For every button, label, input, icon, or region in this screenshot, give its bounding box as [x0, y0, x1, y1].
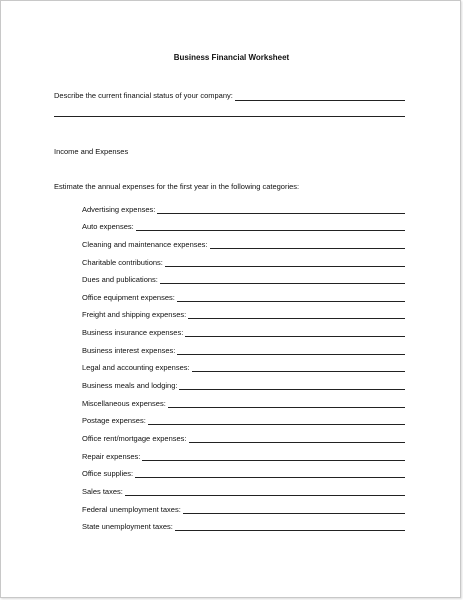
expense-row — [82, 515, 405, 533]
expense-amount-field[interactable] — [189, 434, 405, 443]
financial-status-field[interactable] — [235, 92, 405, 101]
page-title: Business Financial Worksheet — [173, 53, 290, 62]
expense-amount-field[interactable] — [136, 222, 405, 231]
expense-label: State unemployment taxes: — [82, 522, 173, 532]
estimate-instructions: Estimate the annual expenses for the first year in the following categories: — [54, 182, 300, 191]
expense-label: Postage expenses: — [82, 416, 146, 426]
expense-row — [82, 232, 405, 250]
expense-label: Business meals and lodging: — [82, 381, 178, 391]
expense-label: Office supplies: — [82, 469, 134, 479]
financial-status-label: Describe the current financial status of your company: — [54, 91, 233, 100]
expense-row — [82, 356, 405, 374]
expense-row — [82, 338, 405, 356]
expense-label: Cleaning and maintenance expenses: — [82, 239, 208, 249]
expense-amount-field[interactable] — [177, 293, 405, 302]
expense-label: Business insurance expenses: — [82, 328, 184, 338]
expense-amount-field[interactable] — [157, 205, 405, 214]
expense-row — [82, 426, 405, 444]
financial-status-extra-line[interactable] — [54, 116, 405, 117]
expense-label: Freight and shipping expenses: — [82, 310, 187, 320]
expense-row — [82, 197, 405, 215]
expense-label: Auto expenses: — [82, 222, 134, 232]
financial-status-row — [54, 91, 405, 101]
expense-label: Dues and publications: — [82, 275, 158, 285]
expense-amount-field[interactable] — [165, 258, 405, 267]
expense-row — [82, 391, 405, 409]
expense-amount-field[interactable] — [192, 363, 405, 372]
expense-row — [82, 320, 405, 338]
expense-label: Office rent/mortgage expenses: — [82, 433, 187, 443]
expense-label: Business interest expenses: — [82, 345, 176, 355]
expense-row — [82, 497, 405, 515]
section-heading: Income and Expenses — [54, 147, 129, 156]
expense-row — [82, 444, 405, 462]
expense-row — [82, 462, 405, 480]
expense-label: Sales taxes: — [82, 486, 123, 496]
expense-label: Charitable contributions: — [82, 257, 163, 267]
expense-amount-field[interactable] — [135, 469, 405, 478]
expense-list — [82, 197, 405, 532]
expense-row — [82, 303, 405, 321]
expense-amount-field[interactable] — [175, 522, 405, 531]
expense-label: Advertising expenses: — [82, 204, 156, 214]
expense-amount-field[interactable] — [210, 240, 405, 249]
expense-amount-field[interactable] — [125, 487, 405, 496]
expense-amount-field[interactable] — [148, 416, 405, 425]
expense-row — [82, 409, 405, 427]
expense-row — [82, 215, 405, 233]
expense-amount-field[interactable] — [160, 275, 405, 284]
expense-row — [82, 285, 405, 303]
expense-row — [82, 373, 405, 391]
expense-row — [82, 479, 405, 497]
expense-amount-field[interactable] — [142, 452, 405, 461]
expense-label: Office equipment expenses: — [82, 292, 175, 302]
expense-label: Federal unemployment taxes: — [82, 504, 181, 514]
expense-amount-field[interactable] — [179, 381, 405, 390]
expense-row — [82, 250, 405, 268]
expense-amount-field[interactable] — [188, 310, 405, 319]
expense-label: Miscellaneous expenses: — [82, 398, 166, 408]
expense-amount-field[interactable] — [168, 399, 405, 408]
expense-label: Repair expenses: — [82, 451, 141, 461]
expense-row — [82, 268, 405, 286]
expense-label: Legal and accounting expenses: — [82, 363, 190, 373]
expense-amount-field[interactable] — [183, 505, 405, 514]
expense-amount-field[interactable] — [177, 346, 405, 355]
expense-amount-field[interactable] — [185, 328, 405, 337]
